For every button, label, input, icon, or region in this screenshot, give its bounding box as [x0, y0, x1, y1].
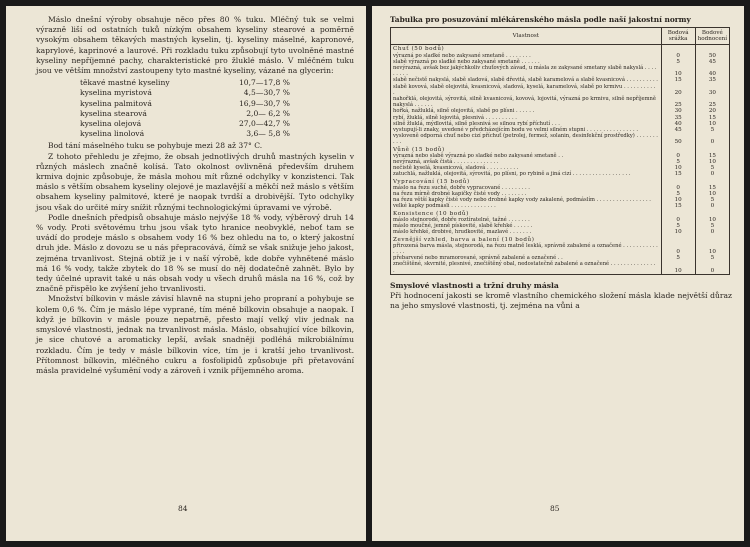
paragraph-proteins: Množství bílkovin v másle závisí hlavně na stupni jeho propraní a pohybuje se kolem 0,6 %. Čím je máslo lépe vyprané, tím méně bílkovin obsahuje a naopak. I když je bílkovin v másle pouze nepatrně, přesto mají velký vliv jednak na smyslové vlastnosti, jednak na trvanlivost másla. Máslo, obsahující více bílkovin, je sice chutové a aromaticky lepší, avšak snadněji podléhá mikrobiálnímu rozkladu. Čím je tedy v másle bílkovin více, tím je i kratší jeho trvanlivost. Přítomnost bílkovin, mléčného cukru a fosfolipidů způsobuje při přetavování másla pravidelné vyšumění vody a zároveň i vznik příjemného aroma. [36, 294, 354, 375]
score-cell: 40 [695, 65, 729, 77]
score-cell: 0 [695, 261, 729, 274]
acid-name: kyselina stearová [80, 108, 147, 118]
property-cell: nevýrazná, avšak čistá . . . . . . . . . . . . . . [391, 159, 662, 165]
deduction-cell [661, 210, 695, 217]
score-cell: 35 [695, 77, 729, 83]
section-heading: Smyslové vlastnosti a tržní druhy másla [390, 280, 559, 290]
property-cell: máslo stejnorodé, dobře roztíratelné, tažné . . . . . . . [391, 217, 662, 223]
table-section-row [391, 146, 730, 153]
right-page [372, 6, 744, 541]
property-cell: vysloveně odporná chuť nebo cizí příchuť (petrolej, fermež, solanin, desinfekční prostředky) . . . . . . . . . . [391, 133, 662, 145]
page-number-left: 84 [178, 504, 188, 513]
header-property: Vlastnost [391, 28, 662, 45]
acid-range: 3,6— 5,8 % [246, 129, 290, 139]
table-section-row [391, 210, 730, 217]
property-cell: výrazná po sladké nebo zakysané smetaně . . . . . . . . [391, 53, 662, 59]
deduction-cell: 0 [661, 53, 695, 59]
table-row [391, 171, 730, 177]
score-cell [695, 178, 729, 185]
deduction-cell: 10 [661, 165, 695, 171]
score-cell: 15 [695, 153, 729, 159]
property-cell: velké kapky podmáslí . . . . . . . . . . . . . . [391, 203, 662, 209]
table-section-row [391, 178, 730, 185]
acid-name: těkavé mastné kyseliny [80, 78, 170, 88]
paragraph-melting-point: Bod tání máselného tuku se pohybuje mezi 28 až 37° C. [48, 141, 263, 151]
deduction-cell: 40 [661, 121, 695, 127]
property-cell: znečištěné, skvrnité, plesnivé, znečištěný obal, nedostatečně zabalené a označené . . . . . . . . . . . . . . . [391, 261, 662, 274]
property-cell: přebarvené nebo mramorované, správně zabalené a označené . . [391, 255, 662, 261]
deduction-cell: 15 [661, 171, 695, 177]
property-cell: Vypracování (15 bodů) [391, 178, 662, 185]
score-cell: 0 [695, 171, 729, 177]
property-cell: zatuchlá, nažluklá, olejovitá, sýrovitá, po plísni, po rybině a jiná cizí . . . . . . . . . . . . . . . . . . [391, 171, 662, 177]
property-cell: máslo moučné, jemně pískovité, slabě křehké . . . . . . [391, 223, 662, 229]
table-row [391, 243, 730, 255]
deduction-cell: 20 [661, 84, 695, 96]
score-cell: 5 [695, 197, 729, 203]
score-cell [695, 236, 729, 243]
acid-range: 27,0—42,7 % [238, 119, 290, 129]
property-cell: na řezu mírně drobné kapičky čisté vody . . . . . . . . [391, 191, 662, 197]
table-section-row [391, 236, 730, 243]
property-cell: Konsistence (10 bodů) [391, 210, 662, 217]
table-row [391, 133, 730, 145]
paragraph-water-content: Podle dnešních předpisů obsahuje máslo nejvýše 18 % vody, výběrový druh 14 % vody. Proti světovému trhu jsou však tyto hranice neobvyklé, neboť tam se uvádí do prodeje máslo s obsahem vody 16 % bez ohledu na to, o který jakostní druh jde. Máslo z dovozu se u nás přepracovává, čímž se však snižuje jeho jakost, zejména trvanlivost. Stejná obtíž je i v naší výrobě, kde dobře vyhnětené máslo má 16 % vody, takže zbytek do 18 % se musí do něj dodatečně zahnět. Bylo by tedy účelné upravit také u nás obsah vody u všech druhů másla na 16 %, což by značně přispělo ke zvýšení jeho trvanlivosti. [36, 212, 354, 294]
property-cell: Vůně (15 bodů) [391, 146, 662, 153]
paragraph-fat-content: Máslo dnešní výroby obsahuje něco přes 80 % tuku. Mléčný tuk se velmi výrazně liší od ostatních tuků nízkým obsahem kyseliny stearové a poměrně vysokým obsahem těkavých mastných kyselin, tj. kyseliny máselné, kapronové, kaprylové, kaprinové a laurové. Při rozkladu tuku způsobují tyto uvolněné mastné kyseliny nepříjemné pachy, charakteristické pro žluklé máslo. V mléčném tuku jsou ve větším množství zastoupeny tyto mastné kyseliny, vázané na glycerin: [36, 15, 354, 76]
deduction-cell: 15 [661, 77, 695, 83]
score-cell: 30 [695, 84, 729, 96]
deduction-cell: 5 [661, 159, 695, 165]
header-point-score: Bodové hodnocení [695, 28, 729, 45]
property-cell: slabě kovová, slabě olejovitá, kvasnicová, sladová, kyselá, karamelová, slabě po krmivu . . . . . . . . . . . [391, 84, 662, 96]
acid-range: 2,0— 6,2 % [246, 108, 290, 118]
property-cell: máslo křehké, drobivé, hrudkovité, mazlavé . . . . . . . [391, 229, 662, 235]
score-cell: 45 [695, 59, 729, 65]
property-cell: rybí, žluklá, silně lojovitá, plesnivá . . . . . . . . . . [391, 115, 662, 121]
deduction-cell: 45 [661, 127, 695, 133]
score-cell: 5 [695, 165, 729, 171]
property-cell: slabě nečistě nakyslá, slabě sladová, slabě dřevitá, slabě karamelová a slabě kvasnicová . . . . . . . . . . [391, 77, 662, 83]
property-cell: silně žluklá, mýdlovitá, silně plesnivá se silnou rybí příchutí . . . [391, 121, 662, 127]
deduction-cell [661, 236, 695, 243]
score-cell: 15 [695, 185, 729, 191]
deduction-cell: 5 [661, 191, 695, 197]
butter-quality-table [390, 27, 730, 275]
score-cell: 0 [695, 229, 729, 235]
acid-row [80, 99, 302, 109]
property-cell: máslo na řezu suché, dobře vypracované . . . . . . . . . [391, 185, 662, 191]
acid-row [80, 88, 302, 98]
deduction-cell: 0 [661, 217, 695, 223]
score-cell: 0 [695, 203, 729, 209]
table-section-row [391, 45, 730, 53]
acid-name: kyselina linolová [80, 129, 145, 139]
deduction-cell: 5 [661, 223, 695, 229]
acid-row [80, 78, 302, 88]
deduction-cell [661, 146, 695, 153]
deduction-cell: 10 [661, 65, 695, 77]
property-cell: nečistě kyselá, kvasnicová, sladová . . . . . . . . . . [391, 165, 662, 171]
score-cell: 5 [695, 223, 729, 229]
deduction-cell: 50 [661, 133, 695, 145]
page-number-right: 85 [550, 504, 560, 513]
table-row [391, 261, 730, 274]
acid-range: 10,7—17,8 % [238, 78, 290, 88]
property-cell: hořká, nažluklá, silně olejovitá, slabě po plísni . . . . . . [391, 108, 662, 114]
score-cell: 10 [695, 159, 729, 165]
table-row [391, 96, 730, 108]
deduction-cell: 10 [661, 261, 695, 274]
deduction-cell: 10 [661, 197, 695, 203]
property-cell: přirozená barva másla, stejnorodá, na řezu matně lesklá, správně zabalené a označené . . . . . . . . . . . . . . . [391, 243, 662, 255]
table-row [391, 77, 730, 83]
acid-range: 4,5—30,7 % [243, 88, 290, 98]
deduction-cell: 5 [661, 255, 695, 261]
score-cell: 10 [695, 121, 729, 127]
score-cell: 0 [695, 133, 729, 145]
header-point-deduction: Bodová srážka [661, 28, 695, 45]
property-cell: Zevnější vzhled, barva a balení (10 bodů) [391, 236, 662, 243]
property-cell: na řezu větší kapky čisté vody nebo drobné kapky vody zakalené, podmáslím . . . . . . . . . . . . . . . . . [391, 197, 662, 203]
paragraph-consistency: Z tohoto přehledu je zřejmo, že obsah jednotlivých druhů mastných kyselin v různých máslech značně kolísá. Tato okolnost ovlivněná především druhem krmiva dojnic způsobuje, že másla mohou mít různé odchylky v konzistenci. Tak máslo s větším obsahem kyseliny olejové je mazlavější a měkčí než máslo s větším obsahem kyseliny palmitové, které je naopak tvrdší a drobivější. Tyto odchylky jsou však do určité míry snížit různými technologickými úpravami ve výrobě. [36, 151, 354, 212]
score-cell: 20 [695, 108, 729, 114]
score-cell: 10 [695, 243, 729, 255]
acid-name: kyselina palmitová [80, 98, 152, 108]
property-cell: výrazná nebo slabě výrazná po sladké nebo zakysané smetaně . . [391, 153, 662, 159]
acid-row [80, 119, 302, 129]
deduction-cell: 5 [661, 59, 695, 65]
score-cell: 10 [695, 217, 729, 223]
deduction-cell: 35 [661, 115, 695, 121]
score-cell: 25 [695, 96, 729, 108]
property-cell: slabě výrazná po sladké nebo zakysané smetaně . . . . . . [391, 59, 662, 65]
paragraph-sensory: Při hodnocení jakosti se kromě vlastního chemického složení másla klade největší důraz na jeho smyslové vlastnosti, tj. zejména na vůni a [390, 290, 732, 310]
acid-row [80, 109, 302, 119]
score-cell: 5 [695, 255, 729, 261]
score-cell: 50 [695, 53, 729, 59]
score-cell [695, 146, 729, 153]
table-title: Tabulka pro posuzování mlékárenského másla podle naší jakostní normy [390, 15, 691, 24]
deduction-cell: 30 [661, 108, 695, 114]
score-cell [695, 45, 729, 53]
acid-name: kyselina olejová [80, 119, 142, 129]
deduction-cell: 25 [661, 96, 695, 108]
deduction-cell [661, 178, 695, 185]
deduction-cell [661, 45, 695, 53]
left-page [6, 6, 366, 541]
deduction-cell: 0 [661, 243, 695, 255]
acid-name: kyselina myristová [80, 88, 152, 98]
property-cell: nevýrazná, avšak bez jakýchkoliv chuťových závad, u másla ze zakysané smetany slabě nakyslá . . . . . . . . . [391, 65, 662, 77]
table-row [391, 84, 730, 96]
deduction-cell: 15 [661, 203, 695, 209]
score-cell: 10 [695, 191, 729, 197]
acid-range: 16,9—30,7 % [238, 98, 290, 108]
deduction-cell: 10 [661, 229, 695, 235]
score-cell [695, 210, 729, 217]
acid-row [80, 129, 302, 139]
fatty-acid-table [80, 78, 302, 139]
property-cell: nahořklá, olejovitá, sýrovitá, silně kvasnicová, kovová, lojovitá, výrazná po krmivu, silně nepříjemně nakyslá . . . . . . [391, 96, 662, 108]
deduction-cell: 0 [661, 185, 695, 191]
property-cell: Chuť (50 bodů) [391, 45, 662, 53]
score-cell: 15 [695, 115, 729, 121]
property-cell: vystupují-li znaky, uvedené v předcházejícím bodu ve velmi silném stupni . . . . . . . . . . . . . . . . [391, 127, 662, 133]
score-cell: 5 [695, 127, 729, 133]
table-row [391, 65, 730, 77]
deduction-cell: 0 [661, 153, 695, 159]
